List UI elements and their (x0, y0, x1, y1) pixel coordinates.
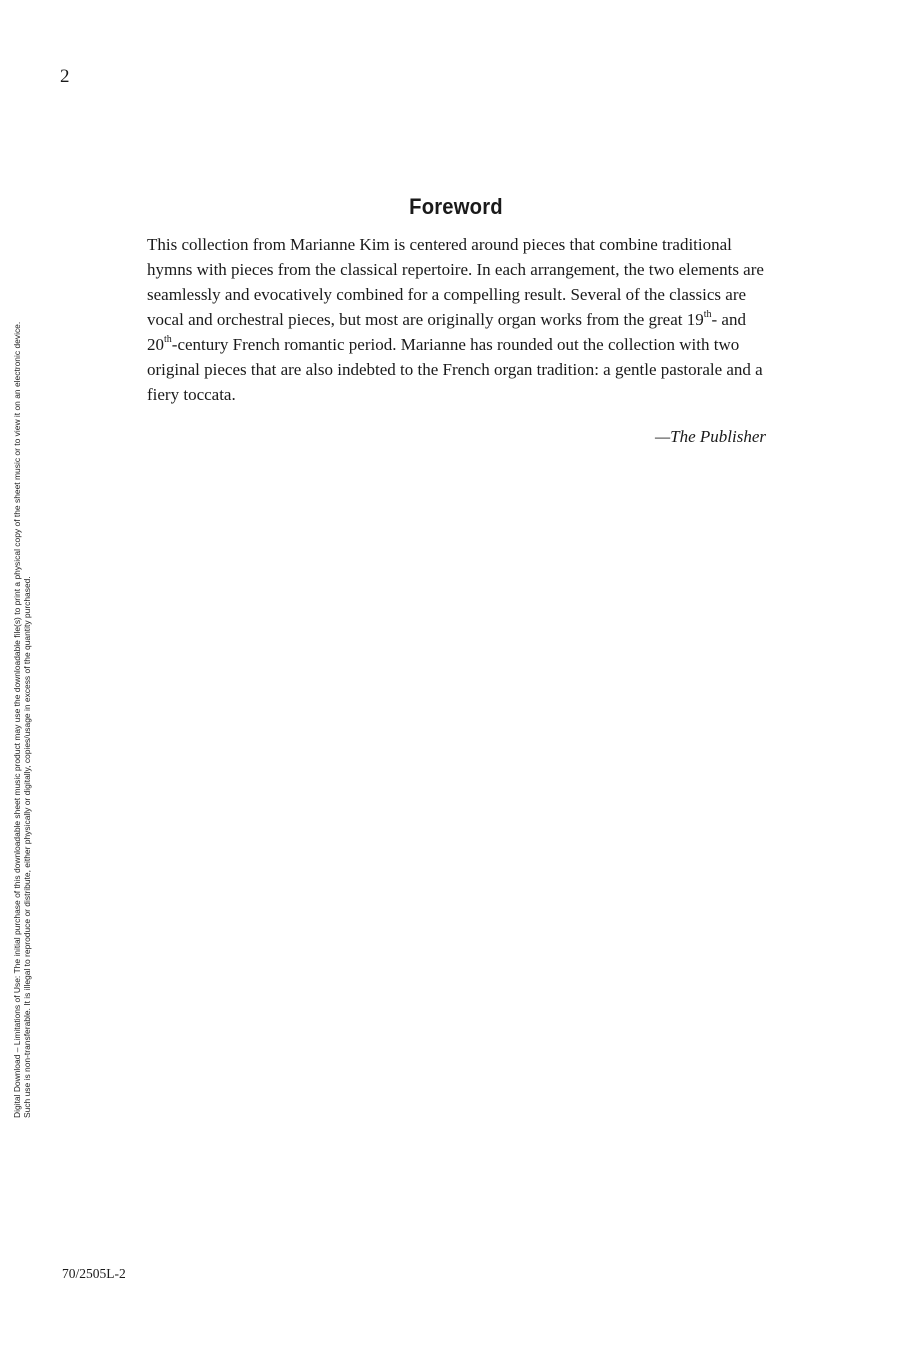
paragraph-line-2: hymns with pieces from the classical repertoire. In each arrangement, the two elements are (147, 260, 764, 279)
paragraph-line-1: This collection from Marianne Kim is centered around pieces that combine traditional (147, 235, 732, 254)
paragraph-line-3: seamlessly and evocatively combined for a compelling result. Several of the classics are (147, 285, 747, 304)
line-5-text-b: -century French romantic period. Marianne has rounded out the collection with two (171, 335, 740, 354)
usage-limitations-notice (12, 218, 32, 1118)
ordinal-suffix: th (164, 334, 172, 346)
paragraph-line-7: fiery toccata. (147, 385, 236, 404)
line-4-text-a: vocal and orchestral pieces, but most are originally organ works from the great 19 (147, 310, 704, 329)
page-title: Foreword (409, 194, 503, 219)
paragraph-line-6: original pieces that are also indebted to the French organ tradition: a gentle pastorale and a (147, 360, 763, 379)
foreword-paragraph (147, 232, 767, 407)
ordinal-suffix: th (703, 309, 712, 321)
paragraph-line-5 (147, 332, 767, 357)
paragraph-line-4 (147, 307, 767, 332)
page-number: 2 (60, 66, 70, 87)
usage-notice-line-1: Digital Download – Limitations of Use: The initial purchase of this downloadable sheet music product may use the downloadable file(s) to print a physical copy of the sheet music or to view it on an electronic device. (12, 321, 22, 1118)
line-4-text-b: - and (711, 310, 746, 329)
usage-notice-line-2: Such use is non-transferable. It is illegal to reproduce or distribute, either physically or digitally, copies/usage in excess of the quantity purchased. (22, 576, 32, 1118)
publisher-signature: —The Publisher (655, 427, 766, 446)
line-5-text-a: 20 (147, 335, 164, 354)
catalog-code: 70/2505L-2 (62, 1266, 126, 1281)
